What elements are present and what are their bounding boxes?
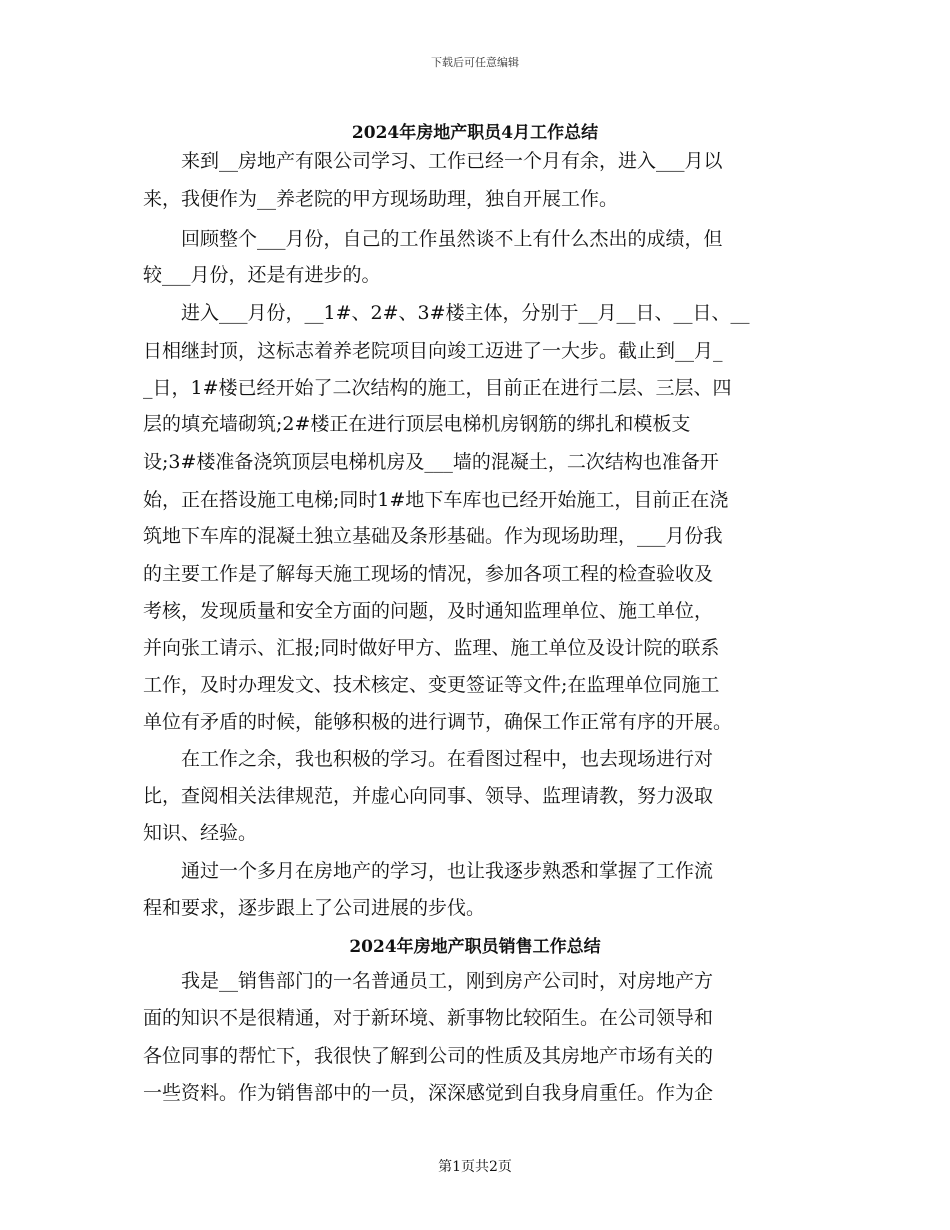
text-line: 单位有矛盾的时候，能够积极的进行调节，确保工作正常有序的开展。: [143, 711, 733, 733]
text-line: 设;3#楼准备浇筑顶层电梯机房及___墙的混凝土，二次结构也准备开: [143, 451, 719, 473]
page-number: 第1页共2页: [438, 1159, 512, 1175]
text-line: 比，查阅相关法律规范，并虚心向同事、领导、监理请教，努力汲取: [143, 785, 714, 807]
header-note: 下载后可任意编辑: [431, 56, 519, 69]
text-line: 通过一个多月在房地产的学习，也让我逐步熟悉和掌握了工作流: [143, 860, 714, 882]
text-line: 并向张工请示、汇报;同时做好甲方、监理、施工单位及设计院的联系: [143, 637, 720, 659]
text-line: 筑地下车库的混凝土独立基础及条形基础。作为现场助理，___月份我: [143, 525, 723, 547]
text-line: 在工作之余，我也积极的学习。在看图过程中，也去现场进行对: [143, 748, 714, 770]
text-line: 进入___月份，__1#、2#、3#楼主体，分别于__月__日、__日、__: [143, 302, 750, 324]
text-line: 较___月份，还是有进步的。: [143, 264, 381, 286]
text-line: 我是__销售部门的一名普通员工，刚到房产公司时，对房地产方: [143, 970, 714, 992]
text-line: 面的知识不是很精通，对于新环境、新事物比较陌生。在公司领导和: [143, 1007, 714, 1029]
text-line: 来到__房地产有限公司学习、工作已经一个月有余，进入___月以: [143, 150, 723, 172]
text-line: 知识、经验。: [143, 822, 258, 844]
text-line: 层的填充墙砌筑;2#楼正在进行顶层电梯机房钢筋的绑扎和模板支: [143, 413, 691, 435]
text-line: 的主要工作是了解每天施工现场的情况，参加各项工程的检查验收及: [143, 563, 714, 585]
section-title-april: 2024年房地产职员4月工作总结: [351, 123, 599, 143]
text-line: _日，1#楼已经开始了二次结构的施工，目前正在进行二层、三层、四: [143, 377, 732, 399]
section-title-sales: 2024年房地产职员销售工作总结: [349, 937, 601, 957]
text-line: 工作，及时办理发文、技术核定、变更签证等文件;在监理单位同施工: [143, 674, 720, 696]
text-line: 来，我便作为__养老院的甲方现场助理，独自开展工作。: [143, 188, 619, 210]
text-line: 一些资料。作为销售部中的一员，深深感觉到自我身肩重任。作为企: [143, 1082, 714, 1104]
text-line: 日相继封顶，这标志着养老院项目向竣工迈进了一大步。截止到__月_: [143, 340, 723, 362]
text-line: 考核，发现质量和安全方面的问题，及时通知监理单位、施工单位，: [143, 600, 714, 622]
text-line: 回顾整个___月份，自己的工作虽然谈不上有什么杰出的成绩，但: [143, 228, 723, 250]
text-line: 程和要求，逐步跟上了公司进展的步伐。: [143, 897, 486, 919]
text-line: 各位同事的帮忙下，我很快了解到公司的性质及其房地产市场有关的: [143, 1045, 714, 1067]
text-line: 始，正在搭设施工电梯;同时1#地下车库也已经开始施工，目前正在浇: [143, 489, 729, 511]
